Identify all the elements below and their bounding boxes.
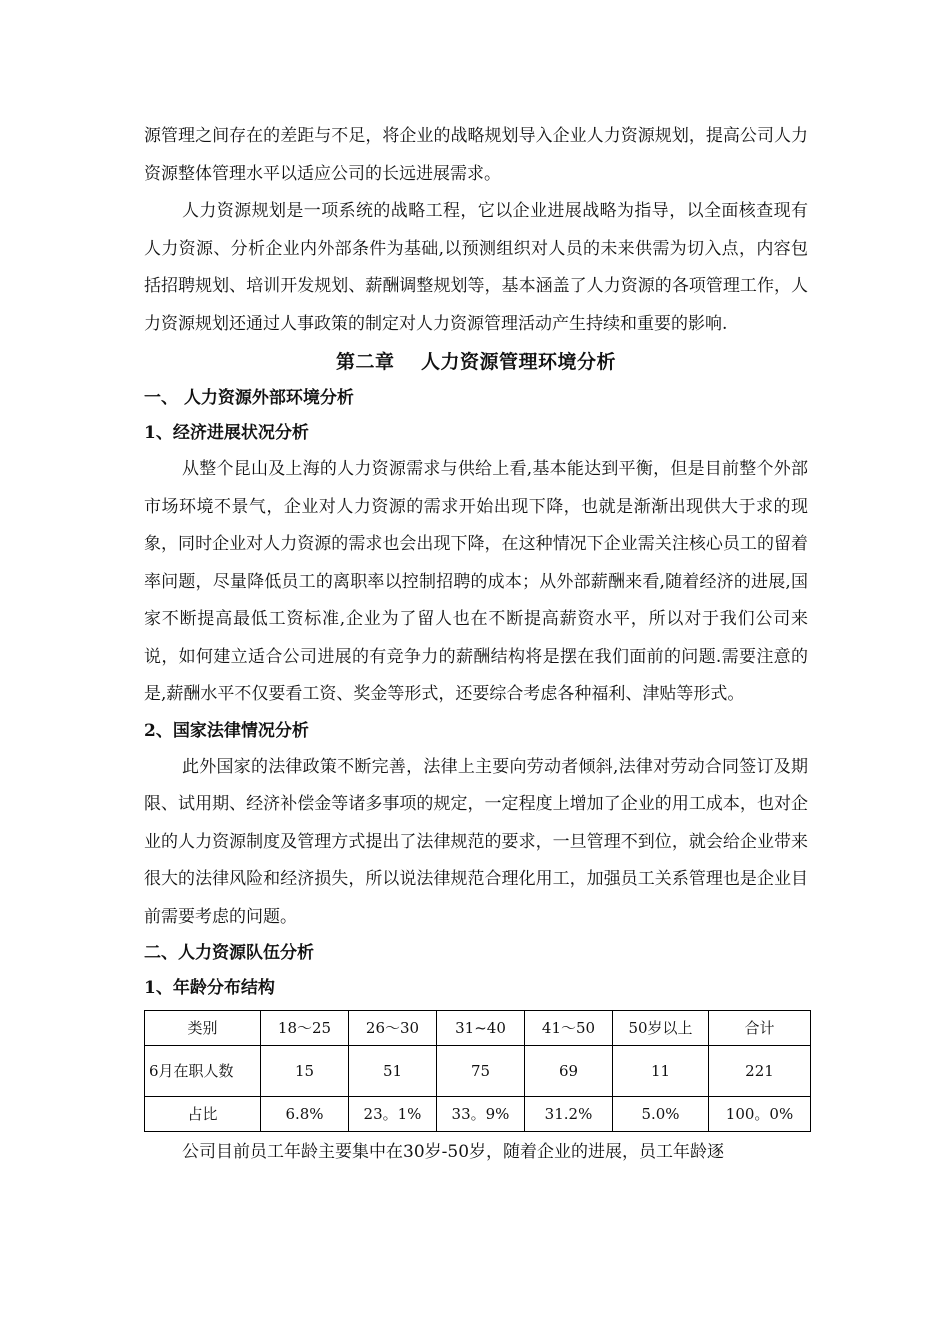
table-cell: 15 <box>261 1046 349 1097</box>
section-workforce: 二、人力资源队伍分析 <box>144 943 314 963</box>
section-external-environment: 一、 人力资源外部环境分析 <box>144 388 354 408</box>
table-header-cell: 类别 <box>145 1011 261 1046</box>
table-cell: 51 <box>349 1046 437 1097</box>
table-row <box>145 1046 811 1097</box>
table-cell: 11 <box>613 1046 709 1097</box>
chapter-title: 第二章 人力资源管理环境分析 <box>335 351 617 373</box>
table-cell: 占比 <box>145 1097 261 1132</box>
table-cell: 6月在职人数 <box>145 1046 261 1097</box>
subsection-economy: 1、经济进展状况分析 <box>144 423 309 443</box>
table-header-row <box>145 1011 811 1046</box>
age-distribution-table <box>144 1010 811 1132</box>
table-cell: 6.8% <box>261 1097 349 1132</box>
table-header-cell: 31~40 <box>437 1011 525 1046</box>
subsection-law: 2、国家法律情况分析 <box>144 720 309 741</box>
table-cell: 33。9% <box>437 1097 525 1132</box>
table-header-cell: 26～30 <box>349 1011 437 1046</box>
table-cell: 31.2% <box>525 1097 613 1132</box>
table-header-cell: 18～25 <box>261 1011 349 1046</box>
table-header-cell: 合计 <box>709 1011 811 1046</box>
table-row <box>145 1097 811 1132</box>
table-header-cell: 50岁以上 <box>613 1011 709 1046</box>
paragraph-hr-planning: 人力资源规划是一项系统的战略工程，它以企业进展战略为指导，以全面核查现有人力资源、分析企业内外部条件为基础,以预测组织对人员的未来供需为切入点，内容包括招聘规划、培训开发规划、薪酬调整规划等，基本涵盖了人力资源的各项管理工作，人力资源规划还通过人事政策的制定对人力资源管理活动产生持续和重要的影响. <box>144 201 808 334</box>
paragraph-age-summary: 公司目前员工年龄主要集中在30岁-50岁，随着企业的进展，员工年龄逐 <box>182 1142 725 1162</box>
table-cell: 221 <box>709 1046 811 1097</box>
table-cell: 5.0% <box>613 1097 709 1132</box>
table-cell: 69 <box>525 1046 613 1097</box>
paragraph-continuation: 源管理之间存在的差距与不足，将企业的战略规划导入企业人力资源规划，提高公司人力资源整体管理水平以适应公司的长远进展需求。 <box>144 126 808 184</box>
table-cell: 23。1% <box>349 1097 437 1132</box>
subsection-age: 1、年龄分布结构 <box>144 978 275 998</box>
document-body <box>144 118 808 1172</box>
table-header-cell: 41～50 <box>525 1011 613 1046</box>
paragraph-economy: 从整个昆山及上海的人力资源需求与供给上看,基本能达到平衡，但是目前整个外部市场环境不景气，企业对人力资源的需求开始出现下降，也就是渐渐出现供大于求的现象，同时企业对人力资源的需求也会出现下降，在这种情况下企业需关注核心员工的留着率问题，尽量降低员工的离职率以控制招聘的成本；从外部薪酬来看,随着经济的进展,国家不断提高最低工资标准,企业为了留人也在不断提高薪资水平，所以对于我们公司来说，如何建立适合公司进展的有竞争力的薪酬结构将是摆在我们面前的问题.需要注意的是,薪酬水平不仅要看工资、奖金等形式，还要综合考虑各种福利、津贴等形式。 <box>144 459 808 704</box>
paragraph-law: 此外国家的法律政策不断完善，法律上主要向劳动者倾斜,法律对劳动合同签订及期限、试用期、经济补偿金等诸多事项的规定，一定程度上增加了企业的用工成本，也对企业的人力资源制度及管理方式提出了法律规范的要求，一旦管理不到位，就会给企业带来很大的法律风险和经济损失，所以说法律规范合理化用工，加强员工关系管理也是企业目前需要考虑的问题。 <box>144 756 808 927</box>
table-cell: 75 <box>437 1046 525 1097</box>
table-cell: 100。0% <box>709 1097 811 1132</box>
